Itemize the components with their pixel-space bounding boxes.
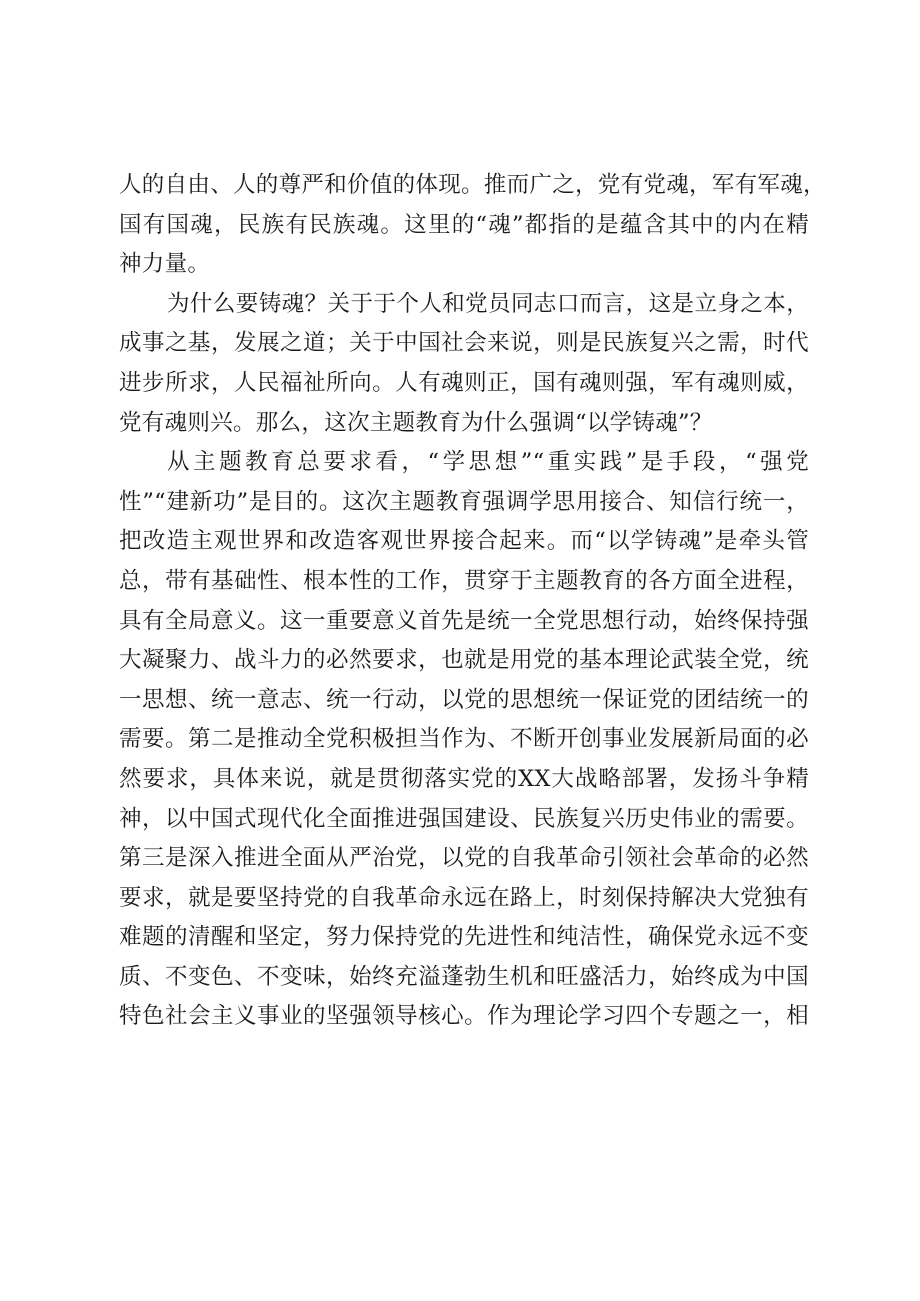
text-line: 把改造主观世界和改造客观世界接合起来。而“以学铸魂”是牵头管 <box>119 528 809 555</box>
text-line: 性”“建新功”是目的。这次主题教育强调学思用接合、知信行统一， <box>119 488 809 515</box>
text-line: 神，以中国式现代化全面推进强国建设、民族复兴历史伟业的需要。 <box>119 805 809 832</box>
text-line: 人的自由、人的尊严和价值的体现。推而广之，党有党魂，军有军魂， <box>119 172 826 198</box>
text-line: 为什么要铸魂？关于于个人和党员同志口而言，这是立身之本， <box>167 290 809 317</box>
text-line: 从主题教育总要求看，“学思想”“重实践”是手段，“强党 <box>167 449 809 476</box>
text-line: 大凝聚力、战斗力的必然要求，也就是用党的基本理论武装全党，统 <box>119 647 809 674</box>
text-line: 一思想、统一意志、统一行动，以党的思想统一保证党的团结统一的 <box>119 686 809 713</box>
text-line: 党有魂则兴。那么，这次主题教育为什么强调“以学铸魂”？ <box>119 409 713 436</box>
text-line: 然要求，具体来说，就是贯彻落实党的XX大战略部署，发扬斗争精 <box>119 765 809 792</box>
text-line: 需要。第二是推动全党积极担当作为、不断开创事业发展新局面的必 <box>119 726 809 753</box>
text-line: 第三是深入推进全面从严治党，以党的自我革命引领社会革命的必然 <box>119 845 809 872</box>
text-line: 特色社会主义事业的坚强领导核心。作为理论学习四个专题之一，相 <box>119 1003 809 1030</box>
text-line: 神力量。 <box>119 251 211 278</box>
text-line: 要求，就是要坚持党的自我革命永远在路上，时刻保持解决大党独有 <box>119 884 809 911</box>
text-line: 质、不变色、不变味，始终充溢蓬勃生机和旺盛活力，始终成为中国 <box>119 963 809 990</box>
text-line: 具有全局意义。这一重要意义首先是统一全党思想行动，始终保持强 <box>119 607 809 634</box>
text-line: 难题的清醒和坚定，努力保持党的先进性和纯洁性，确保党永远不变 <box>119 924 809 951</box>
document-body <box>119 166 826 1037</box>
text-line: 总，带有基础性、根本性的工作，贯穿于主题教育的各方面全进程， <box>119 567 809 594</box>
text-line: 国有国魂，民族有民族魂。这里的“魂”都指的是蕴含其中的内在精 <box>119 211 809 238</box>
text-line: 进步所求，人民福祉所向。人有魂则正，国有魂则强，军有魂则威， <box>119 369 809 396</box>
text-line: 成事之基，发展之道；关于中国社会来说，则是民族复兴之需，时代 <box>119 330 809 357</box>
